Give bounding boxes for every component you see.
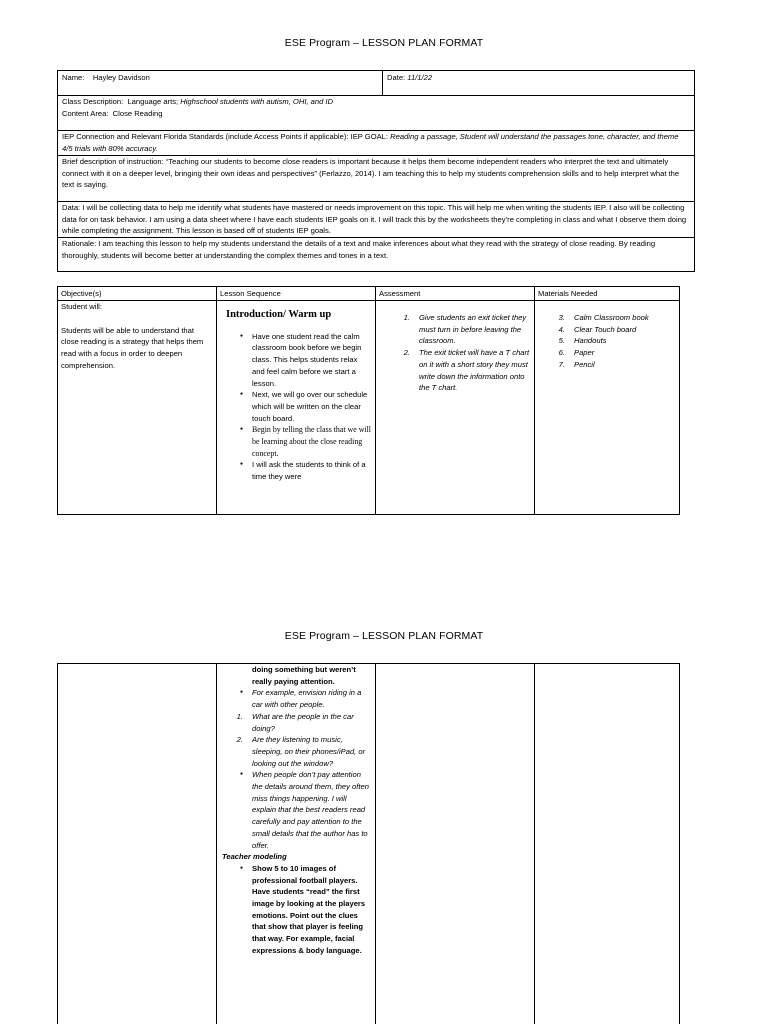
bullet-icon (220, 769, 252, 851)
class-label: Class Description: (62, 97, 124, 106)
list-item: ● Next, we will go over our schedule which will be written on the clear touch board. (220, 389, 372, 424)
name-label: Name: (62, 73, 85, 82)
lesson-grid-page1 (57, 286, 680, 515)
list-item: ● For example, envision riding in a car with other people. (220, 687, 372, 710)
date-cell (383, 71, 694, 95)
bullet-icon (220, 687, 252, 710)
bullet-icon (220, 459, 252, 482)
class-detail: Highschool students with autism, OHI, and ID (180, 97, 334, 106)
sequence-header: Lesson Sequence (217, 287, 375, 301)
date-label: Date: (387, 73, 406, 82)
rationale-row (58, 237, 694, 271)
content-area-label: Content Area: (62, 108, 109, 118)
list-item: 2. Are they listening to music, sleeping, on their phones/iPad, or looking out the window? (236, 735, 366, 768)
list-item: ● When people don’t pay attention the details around them, they often miss things happening. I will explain that the best readers read carefully and pay attention to the small details that the author has to offer. (220, 769, 372, 851)
objectives-column (58, 287, 217, 514)
brief-label: Brief description of instruction: (62, 156, 164, 166)
bullet-icon (220, 863, 252, 957)
list-item: 1. Give students an exit ticket they must turn in before leaving the classroom. (403, 313, 527, 346)
list-item: 5. Handouts (558, 336, 607, 346)
bullet-icon (220, 389, 252, 424)
page-title: ESE Program – LESSON PLAN FORMAT (284, 37, 484, 49)
materials-column (535, 287, 679, 514)
intro-heading: Introduction/ Warm up (226, 309, 332, 320)
iep-row (58, 130, 694, 154)
iep-goal: Reading a passage, Student will understand the passages tone, character, and theme 4/5 trials with 80% accuracy. (62, 132, 679, 154)
data-row (58, 201, 694, 237)
sequence-column (217, 664, 376, 1024)
list-item: 7. Pencil (558, 359, 595, 369)
list-item: ● Show 5 to 10 images of professional football players. Have students “read” the first image by looking at the players emotions. Point out the clues that show that player is feeling that way. For example, facial expressions & body language. (220, 863, 372, 957)
list-item: 4. Clear Touch board (558, 324, 637, 334)
date-value: 11/1/22 (407, 73, 433, 82)
list-item: ● Have one student read the calm classroom book before we begin class. This helps students relax and feel calm before we start a lesson. (220, 331, 372, 390)
class-value: Language arts; (127, 97, 179, 106)
list-item: 3. Calm Classroom book (558, 313, 649, 322)
bullet-icon (220, 424, 252, 459)
brief-text: “Teaching our students to become close readers is important because it helps them become independent readers who interpret the text and ultimately connect with it on a deeper level, bringing their own ideas and perspectives” (Ferlazzo, 2014). I am teaching this to help my students comprehension skills and to help interpret what the text is saying. (62, 156, 680, 190)
name-value: Hayley Davidson (92, 73, 150, 82)
page-title: ESE Program – LESSON PLAN FORMAT (284, 630, 484, 642)
objectives-column (58, 664, 217, 1024)
iep-label: IEP Connection and Relevant Florida Standards (include Access Points if applicable): IEP GOAL: (62, 132, 389, 142)
name-date-row (58, 71, 694, 95)
name-cell (58, 71, 383, 95)
rationale-text: Rationale: I am teaching this lesson to help my students understand the details of a text and make inferences about what they read with the strategy of close reading. By reading thoroughly, students will become better at understanding the complex themes and tones in a text. (62, 239, 656, 260)
class-description-row (58, 95, 694, 130)
list-item: 2. The exit ticket will have a T chart on it with a short story they must write down the information onto the T chart. (403, 348, 530, 393)
list-item: ● I will ask the students to think of a time they were (220, 459, 372, 482)
list-item: doing something but weren’t really paying attention. (252, 665, 356, 686)
list-item: 1. What are the people in the car doing? (236, 711, 354, 733)
assessment-column (376, 287, 535, 514)
data-text: Data: I will be collecting data to help me identify what students have mastered or needs improvement on this topic. This will help me when writing the students IEP. I also will be collecting data for on task behavior. I am using a data sheet where I have each students IEP goals on it. I will track this by the worksheets they’re completing in class and what I observe them doing while completing the assignment. This lesson is based off of students IEP goals. (62, 202, 687, 236)
objectives-lead: Student will: (61, 302, 102, 311)
assessment-header: Assessment (376, 287, 534, 301)
teacher-modeling-heading: Teacher modeling (222, 852, 287, 862)
materials-header: Materials Needed (535, 287, 679, 301)
objectives-text: Students will be able to understand that close reading is a strategy that helps them read with a focus in order to deepen comprehension. (61, 325, 204, 370)
brief-description-row (58, 155, 694, 201)
sequence-column (217, 287, 376, 514)
lesson-grid-page2 (57, 663, 680, 1024)
objectives-header: Objective(s) (58, 287, 216, 301)
materials-column (535, 664, 679, 1024)
content-area-value: Close Reading (112, 108, 163, 118)
lesson-header-table (57, 70, 695, 272)
list-item: 6. Paper (558, 348, 595, 358)
assessment-column (376, 664, 535, 1024)
list-item: ● Begin by telling the class that we will be learning about the close reading concept. (220, 424, 372, 459)
bullet-icon (220, 331, 252, 390)
